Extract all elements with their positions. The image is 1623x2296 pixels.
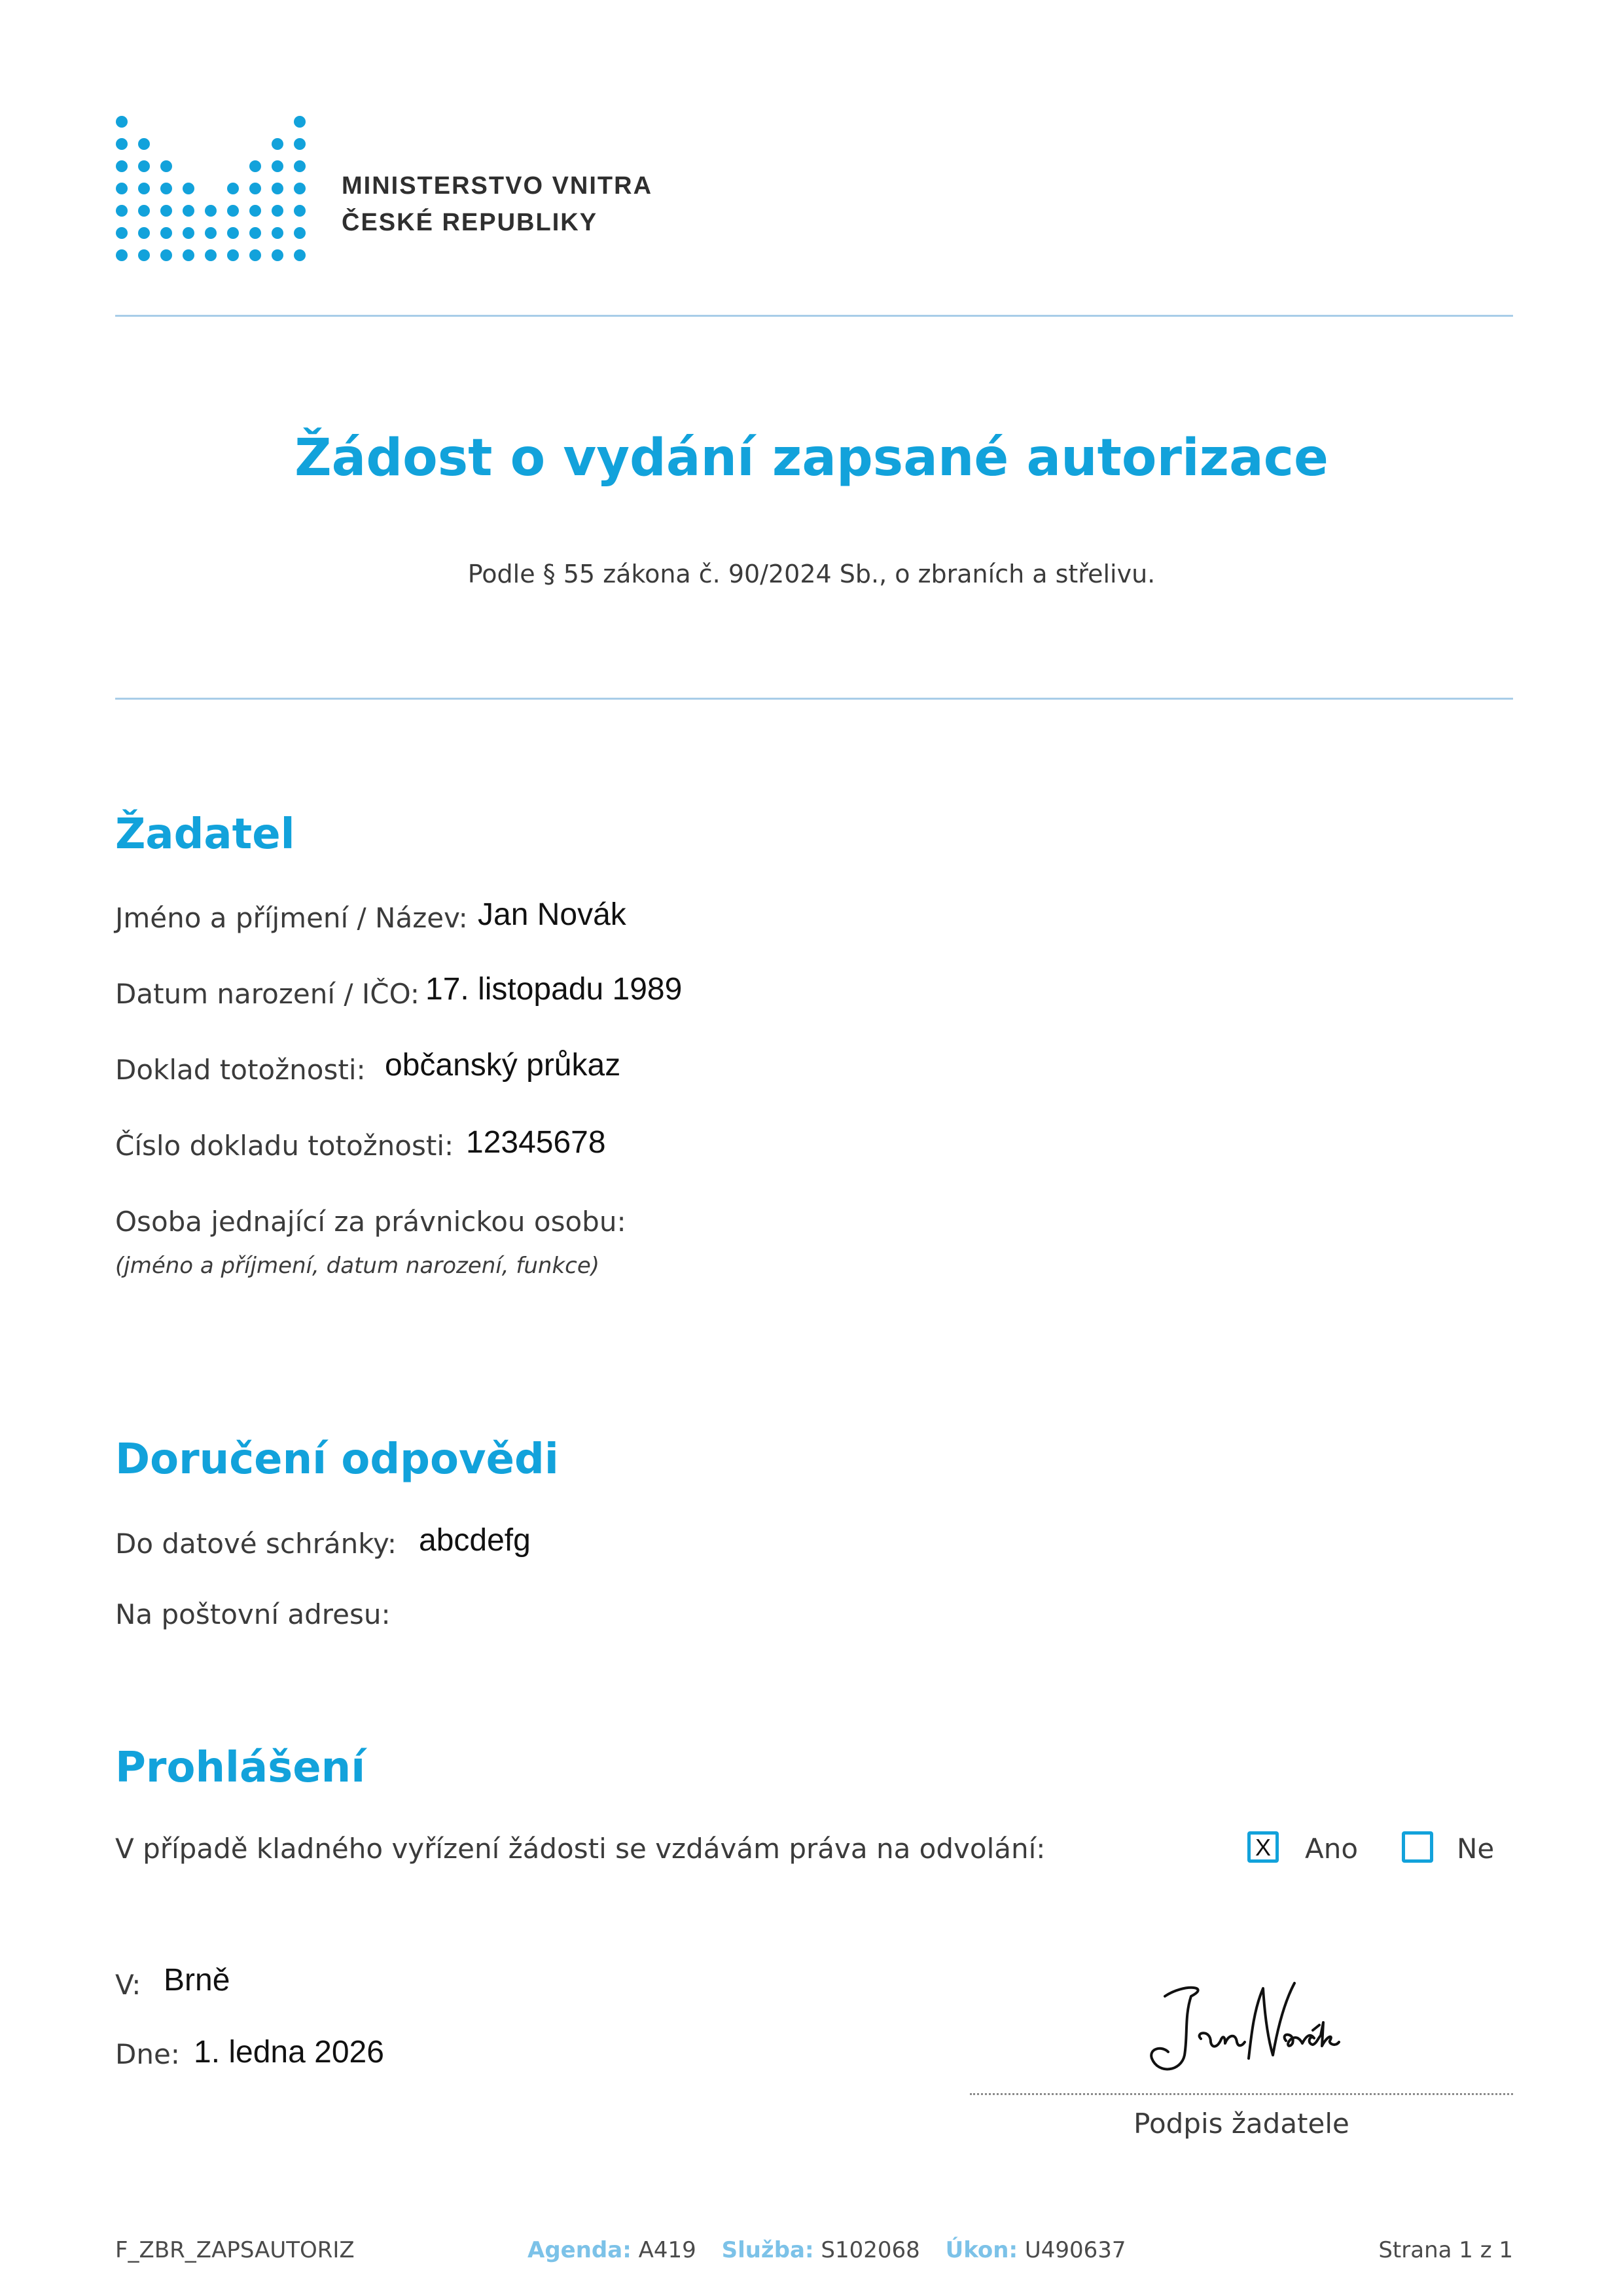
service-label: Služba: (721, 2237, 814, 2263)
agenda-value: A419 (638, 2237, 696, 2263)
act-label: Úkon: (945, 2237, 1018, 2263)
legal-person-label: Osoba jednající za právnickou osobu: (115, 1206, 626, 1238)
form-code: F_ZBR_ZAPSAUTORIZ (115, 2237, 355, 2263)
applicant-signature (1139, 1970, 1348, 2081)
signature-line (970, 2093, 1513, 2095)
document-subtitle: Podle § 55 zákona č. 90/2024 Sb., o zbraních a střelivu. (467, 560, 1156, 588)
postal-address-label: Na poštovní adresu: (115, 1598, 391, 1630)
yes-checkbox[interactable] (1247, 1831, 1279, 1863)
databox-value[interactable]: abcdefg (419, 1523, 531, 1558)
legal-person-hint: (jméno a příjmení, datum narození, funkce) (115, 1253, 600, 1279)
ministry-name-line1: MINISTERSTVO VNITRA (342, 172, 653, 200)
databox-label: Do datové schránky: (115, 1528, 397, 1560)
birth-value[interactable]: 17. listopadu 1989 (425, 972, 683, 1007)
header-divider (115, 315, 1513, 317)
title-divider (115, 698, 1513, 700)
act-value: U490637 (1024, 2237, 1126, 2263)
id-document-value[interactable]: občanský průkaz (385, 1048, 621, 1083)
id-number-label: Číslo dokladu totožnosti: (115, 1130, 454, 1162)
place-value[interactable]: Brně (164, 1963, 230, 1998)
yes-checkbox-mark: X (1255, 1834, 1271, 1861)
name-value[interactable]: Jan Novák (478, 897, 626, 932)
footer-codes (527, 2237, 1126, 2263)
name-label: Jméno a příjmení / Název: (115, 902, 468, 934)
id-document-label: Doklad totožnosti: (115, 1054, 366, 1086)
document-title: Žádost o vydání zapsané autorizace (294, 429, 1329, 488)
section-heading-declaration: Prohlášení (115, 1744, 366, 1792)
no-label: Ne (1457, 1833, 1495, 1865)
place-label: V: (115, 1969, 141, 2001)
yes-label: Ano (1305, 1833, 1359, 1865)
section-heading-applicant: Žadatel (115, 810, 295, 859)
date-label: Dne: (115, 2038, 180, 2070)
waiver-statement: V případě kladného vyřízení žádosti se vzdávám práva na odvolání: (115, 1833, 1046, 1865)
agenda-label: Agenda: (527, 2237, 632, 2263)
signature-caption: Podpis žadatele (1133, 2108, 1349, 2140)
ministry-name (342, 168, 652, 241)
birth-label: Datum narození / IČO: (115, 978, 420, 1010)
ministry-logo (110, 110, 313, 267)
page-number: Strana 1 z 1 (1378, 2237, 1513, 2263)
id-number-value[interactable]: 12345678 (466, 1125, 606, 1160)
no-checkbox[interactable] (1402, 1831, 1433, 1863)
ministry-name-line2: ČESKÉ REPUBLIKY (342, 209, 598, 236)
section-heading-delivery: Doručení odpovědi (115, 1435, 559, 1484)
date-value[interactable]: 1. ledna 2026 (194, 2035, 384, 2070)
service-value: S102068 (821, 2237, 920, 2263)
